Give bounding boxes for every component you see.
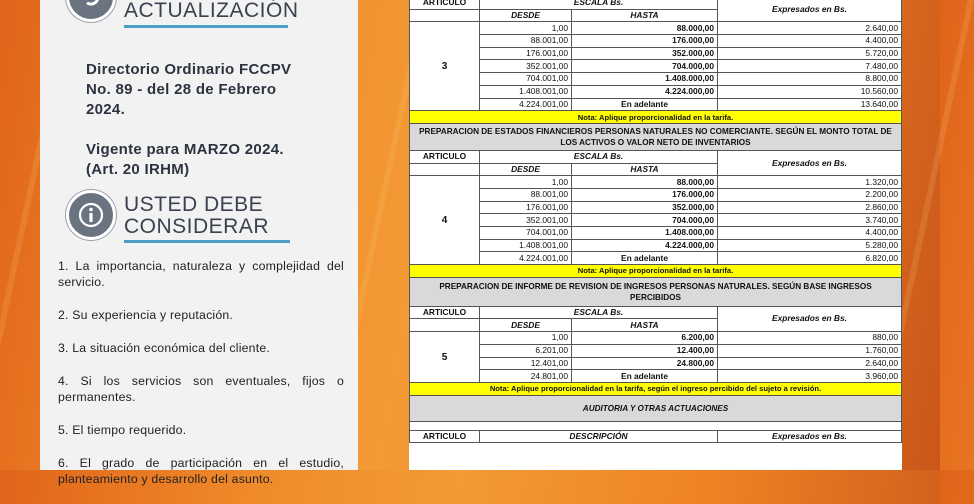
table-row <box>410 357 902 370</box>
column-header-desde: DESDE <box>480 319 572 332</box>
column-header-escala: ESCALA Bs. <box>480 306 718 319</box>
cell-valor: 2.640,00 <box>718 22 902 35</box>
cell-valor: 880,00 <box>718 332 902 345</box>
list-item: 4. Si los servicios son eventuales, fijos o permanentes. <box>58 374 344 404</box>
left-info-panel <box>40 0 358 486</box>
table-row <box>410 332 902 345</box>
column-header-escala: ESCALA Bs. <box>480 0 718 9</box>
cell-valor: 7.480,00 <box>718 60 902 73</box>
list-item: 6. El grado de participación en el estudio, planteamiento y desarrollo del asunto. <box>58 456 344 486</box>
table-row <box>410 188 902 201</box>
consider-list <box>58 258 344 504</box>
note-banner: Nota: Aplique proporcionalidad en la tarifa, según el ingreso percibido del sujeto a revisión. <box>410 382 902 395</box>
column-header-descripcion: DESCRIPCIÓN <box>480 430 718 443</box>
fee-table-document <box>409 0 902 470</box>
cell-hasta: 88.000,00 <box>572 176 718 189</box>
column-header-articulo: ARTICULO <box>410 150 480 163</box>
consider-heading: USTED DEBE CONSIDERAR <box>124 193 270 238</box>
cell-desde: 176.001,00 <box>480 47 572 60</box>
cell-desde: 12.401,00 <box>480 357 572 370</box>
table-row <box>410 98 902 111</box>
cell-hasta: 6.200,00 <box>572 332 718 345</box>
list-item: 1. La importancia, naturaleza y complejidad del servicio. <box>58 259 344 289</box>
cell-desde: 4.224.001,00 <box>480 252 572 265</box>
column-header-articulo: ARTICULO <box>410 430 480 443</box>
table-row <box>410 22 902 35</box>
table-row <box>410 85 902 98</box>
cell-hasta: 1.408.000,00 <box>572 73 718 86</box>
cell-hasta: 12.400,00 <box>572 344 718 357</box>
table-row <box>410 35 902 48</box>
cell-desde: 6.201,00 <box>480 344 572 357</box>
fee-table <box>409 0 902 443</box>
table-row <box>410 252 902 265</box>
update-heading: ACTUALIZACIÓN <box>124 0 299 22</box>
cell-desde: 352.001,00 <box>480 60 572 73</box>
table-row <box>410 176 902 189</box>
column-header-escala: ESCALA Bs. <box>480 150 718 163</box>
column-header-expresados: Expresados en Bs. <box>718 306 902 331</box>
cell-hasta: 704.000,00 <box>572 60 718 73</box>
table-row <box>410 370 902 383</box>
cell-valor: 4.400,00 <box>718 227 902 240</box>
update-heading-underline <box>124 25 288 28</box>
cell-hasta: En adelante <box>572 370 718 383</box>
article-number: 5 <box>410 332 480 383</box>
table-row <box>410 344 902 357</box>
cell-desde: 176.001,00 <box>480 201 572 214</box>
cell-valor: 1.320,00 <box>718 176 902 189</box>
cell-valor: 4.400,00 <box>718 35 902 48</box>
cell-valor: 3.960,00 <box>718 370 902 383</box>
cell-hasta: 176.000,00 <box>572 188 718 201</box>
table-row <box>410 214 902 227</box>
column-header-desde: DESDE <box>480 9 572 22</box>
column-header-hasta: HASTA <box>572 319 718 332</box>
cell-valor: 13.640,00 <box>718 98 902 111</box>
article-number: 3 <box>410 22 480 111</box>
refresh-icon <box>66 0 116 22</box>
cell-desde: 24.801,00 <box>480 370 572 383</box>
cell-hasta: 88.000,00 <box>572 22 718 35</box>
cell-valor: 2.860,00 <box>718 201 902 214</box>
article-number: 4 <box>410 176 480 265</box>
cell-hasta: En adelante <box>572 252 718 265</box>
list-item: 2. Su experiencia y reputación. <box>58 308 234 322</box>
table-row <box>410 73 902 86</box>
cell-desde: 1,00 <box>480 22 572 35</box>
cell-hasta: 704.000,00 <box>572 214 718 227</box>
cell-desde: 88.001,00 <box>480 188 572 201</box>
table-row <box>410 227 902 240</box>
cell-valor: 2.640,00 <box>718 357 902 370</box>
cell-hasta: 24.800,00 <box>572 357 718 370</box>
column-header-desde: DESDE <box>480 163 572 176</box>
cell-hasta: 352.000,00 <box>572 47 718 60</box>
column-header-expresados: Expresados en Bs. <box>718 150 902 175</box>
cell-desde: 352.001,00 <box>480 214 572 227</box>
cell-desde: 88.001,00 <box>480 35 572 48</box>
table-row <box>410 60 902 73</box>
column-header-articulo: ARTICULO <box>410 0 480 9</box>
cell-hasta: 4.224.000,00 <box>572 85 718 98</box>
column-header-expresados: Expresados en Bs. <box>718 430 902 443</box>
cell-desde: 704.001,00 <box>480 227 572 240</box>
cell-desde: 1.408.001,00 <box>480 85 572 98</box>
cell-hasta: En adelante <box>572 98 718 111</box>
section-title: PREPARACION DE INFORME DE REVISION DE INGRESOS PERSONAS NATURALES. SEGÚN BASE INGRESOS PERCIBIDOS <box>410 277 902 306</box>
cell-valor: 1.760,00 <box>718 344 902 357</box>
cell-desde: 4.224.001,00 <box>480 98 572 111</box>
cell-valor: 3.740,00 <box>718 214 902 227</box>
column-header-hasta: HASTA <box>572 163 718 176</box>
note-banner: Nota: Aplique proporcionalidad en la tarifa. <box>410 265 902 278</box>
directory-info: Directorio Ordinario FCCPV No. 89 - del 28 de Febrero 2024. <box>86 61 292 118</box>
note-banner: Nota: Aplique proporcionalidad en la tarifa. <box>410 111 902 124</box>
cell-desde: 704.001,00 <box>480 73 572 86</box>
cell-desde: 1,00 <box>480 176 572 189</box>
section-title: AUDITORIA Y OTRAS ACTUACIONES <box>410 395 902 421</box>
section-title: PREPARACION DE ESTADOS FINANCIEROS PERSONAS NATURALES NO COMERCIANTE. SEGÚN EL MONTO TOTAL DE LOS ACTIVOS O VALOR NETO DE INVENTARIOS <box>410 123 902 150</box>
cell-hasta: 176.000,00 <box>572 35 718 48</box>
cell-valor: 2.200,00 <box>718 188 902 201</box>
validity-info: Vigente para MARZO 2024. (Art. 20 IRHM) <box>86 141 284 178</box>
cell-valor: 5.720,00 <box>718 47 902 60</box>
cell-valor: 8.800,00 <box>718 73 902 86</box>
table-row <box>410 201 902 214</box>
cell-desde: 1,00 <box>480 332 572 345</box>
consider-heading-underline <box>124 240 290 243</box>
column-header-articulo: ARTICULO <box>410 306 480 319</box>
cell-desde: 1.408.001,00 <box>480 239 572 252</box>
cell-hasta: 352.000,00 <box>572 201 718 214</box>
list-item: 5. El tiempo requerido. <box>58 423 187 437</box>
cell-valor: 6.820,00 <box>718 252 902 265</box>
column-header-hasta: HASTA <box>572 9 718 22</box>
cell-hasta: 4.224.000,00 <box>572 239 718 252</box>
table-row <box>410 47 902 60</box>
info-icon <box>66 190 116 240</box>
cell-valor: 5.280,00 <box>718 239 902 252</box>
table-row <box>410 239 902 252</box>
cell-valor: 10.560,00 <box>718 85 902 98</box>
list-item: 3. La situación económica del cliente. <box>58 341 270 355</box>
column-header-expresados: Expresados en Bs. <box>718 0 902 22</box>
cell-hasta: 1.408.000,00 <box>572 227 718 240</box>
